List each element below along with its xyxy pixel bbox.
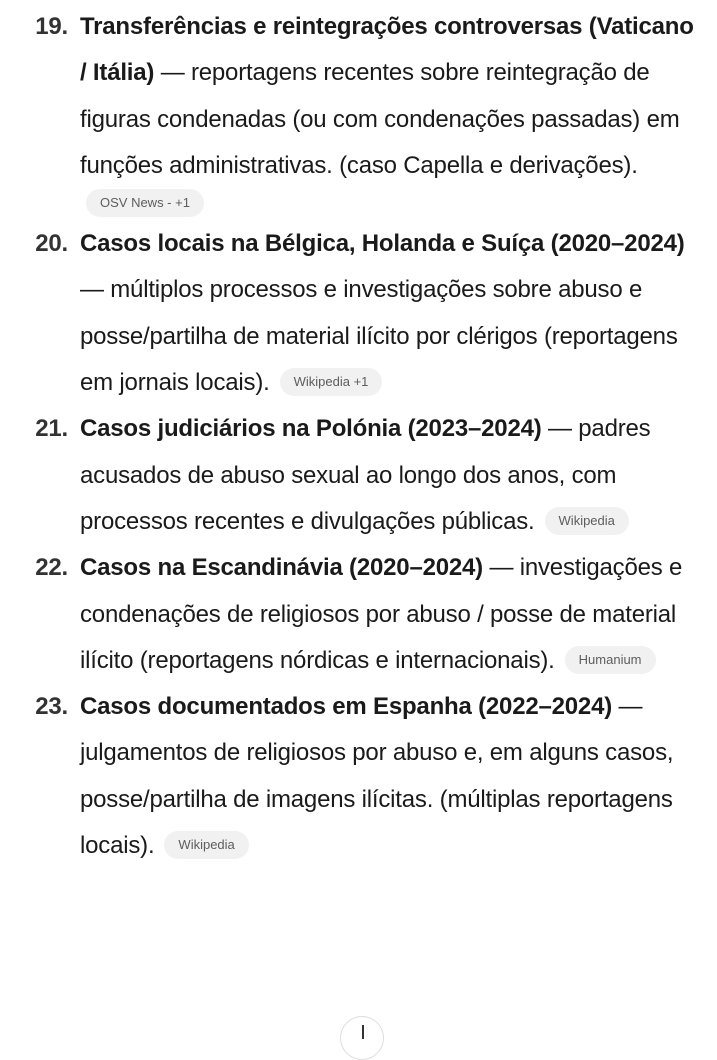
item-body: — reportagens recentes sobre reintegração de figuras condenadas (ou com condenações passadas) em funções administrativas. (caso Capella e derivações). (80, 59, 680, 179)
item-title: Casos documentados em Espanha (2022–2024) (80, 693, 613, 721)
source-chip[interactable]: Wikipedia (164, 831, 248, 859)
item-number: 21. (35, 415, 68, 443)
item-body: — julgamentos de religiosos por abuso e, em alguns casos, posse/partilha de imagens ilícitas. (múltiplas reportagens locais). (80, 693, 674, 860)
list-item (0, 221, 717, 406)
item-body: — investigações e condenações de religiosos por abuso / posse de material ilícito (reportagens nórdicas e internacionais). (80, 554, 683, 674)
item-body: — múltiplos processos e investigações sobre abuso e posse/partilha de material ilícito por clérigos (reportagens em jornais locais). (80, 276, 678, 397)
source-chip[interactable]: OSV News - +1 (86, 189, 204, 217)
source-chip[interactable]: Wikipedia (545, 507, 629, 535)
item-title: Transferências e reintegrações controversas (Vaticano / Itália) (80, 13, 694, 87)
answer-list (0, 4, 717, 869)
item-body: — padres acusados de abuso sexual ao longo dos anos, com processos recentes e divulgações públicas. (80, 415, 651, 535)
item-number: 22. (35, 554, 68, 582)
scroll-to-bottom-button[interactable] (340, 1016, 384, 1060)
list-item (0, 684, 717, 869)
item-number: 20. (35, 230, 68, 258)
item-title: Casos na Escandinávia (2020–2024) (80, 554, 483, 582)
item-number: 19. (35, 13, 68, 40)
list-item (0, 4, 717, 217)
list-item (0, 406, 717, 545)
item-title: Casos judiciários na Polónia (2023–2024) (80, 415, 542, 443)
source-chip[interactable]: Humanium (565, 646, 656, 674)
source-chip[interactable]: Wikipedia +1 (280, 368, 383, 396)
item-title: Casos locais na Bélgica, Holanda e Suíça (2020–2024) (80, 230, 685, 258)
item-number: 23. (35, 693, 68, 721)
list-item (0, 545, 717, 684)
